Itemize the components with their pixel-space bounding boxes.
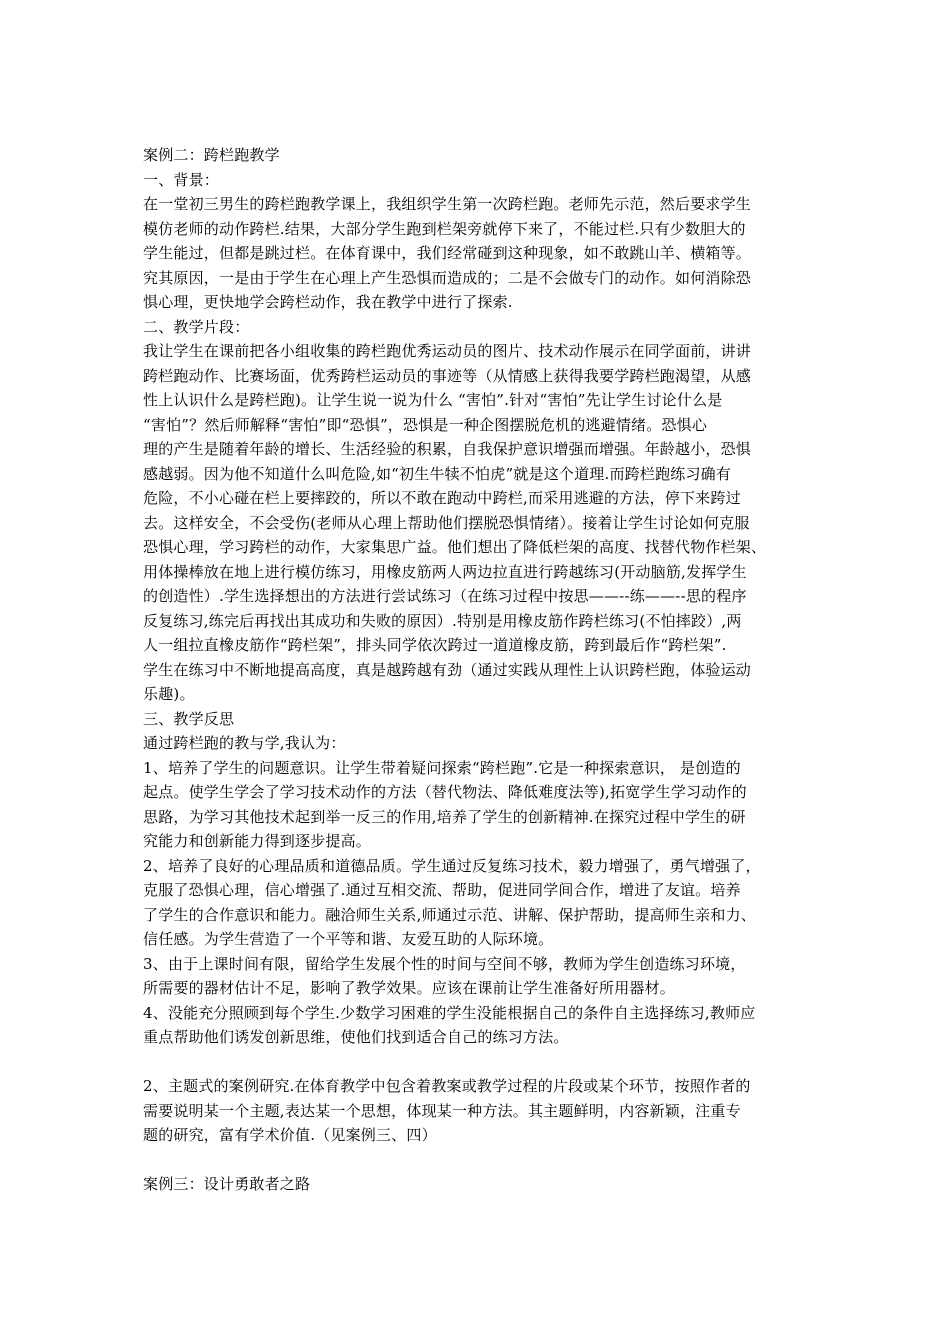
section-heading-teaching-segment: 二、教学片段： [143,317,250,336]
text-line: “害怕”？然后师解释“害怕”即“恐惧”，恐惧是一种企图摆脱危机的逃避情绪。恐惧心 [143,415,708,434]
text-line: 究能力和创新能力得到逐步提高。 [143,832,372,850]
blank-line [143,1148,815,1173]
text-line: 学生能过，但都是跳过栏。在体育课中，我们经常碰到这种现象，如不敢跳山羊、横箱等。 [143,244,752,262]
text-line: 3、由于上课时间有限，留给学生发展个性的时间与空间不够，教师为学生创造练习环境， [143,954,746,973]
text-line: 2、培养了良好的心理品质和道德品质。学生通过反复练习技术，毅力增强了，勇气增强了， [143,856,761,875]
document-page [143,143,815,1197]
text-line: 学生在练习中不断地提高高度，真是越跨越有劲（通过实践从理性上认识跨栏跑，体验运动 [143,660,752,679]
text-line: 题的研究，富有学术价值.（见案例三、四） [143,1126,437,1144]
text-line: 需要说明某一个主题,表达某一个思想，体现某一种方法。其主题鲜明，内容新颖，注重专 [143,1101,741,1120]
text-line: 跨栏跑动作、比赛场面，优秀跨栏运动员的事迹等（从情感上获得我要学跨栏跑渴望，从感 [143,366,752,385]
text-line: 思路，为学习其他技术起到举一反三的作用,培养了学生的创新精神.在探究过程中学生的研 [143,807,746,826]
text-line: 性上认识什么是跨栏跑)。让学生说一说为什么 “害怕”.针对“害怕”先让学生讨论什么是 [143,391,723,409]
text-line: 用体操棒放在地上进行模仿练习，用橡皮筋两人两边拉直进行跨越练习(开动脑筋,发挥学生 [143,562,747,581]
text-line: 克服了恐惧心理，信心增强了.通过互相交流、帮助，促进同学间合作，增进了友谊。培养 [143,881,741,899]
text-line: 乐趣)。 [143,685,195,703]
text-line: 重点帮助他们诱发创新思维，使他们找到适合自己的练习方法。 [143,1028,569,1046]
text-line: 所需要的器材估计不足，影响了教学效果。应该在课前让学生准备好所用器材。 [143,979,676,997]
text-line: 通过跨栏跑的教与学,我认为： [143,734,346,752]
text-line: 危险，不小心碰在栏上要摔跤的，所以不敢在跑动中跨栏,而采用逃避的方法，停下来跨过 [143,489,741,507]
text-line: 模仿老师的动作跨栏.结果，大部分学生跑到栏架旁就停下来了，不能过栏.只有少数胆大的 [143,219,746,238]
text-line: 人一组拉直橡皮筋作“跨栏架”，排头同学依次跨过一道道橡皮筋，跨到最后作“跨栏架”. [143,636,727,654]
text-line: 究其原因，一是由于学生在心理上产生恐惧而造成的；二是不会做专门的动作。如何消除恐 [143,268,752,287]
text-line: 了学生的合作意识和能力。融洽师生关系,师通过示范、讲解、保护帮助，提高师生亲和力、 [143,905,756,924]
text-line: 反复练习,练完后再找出其成功和失败的原因）.特别是用橡皮筋作跨栏练习(不怕摔跤）,两 [143,611,742,630]
text-line: 起点。使学生学会了学习技术动作的方法（替代物法、降低难度法等),拓宽学生学习动作的 [143,783,747,801]
text-line: 感越弱。因为他不知道什么叫危险,如“初生牛犊不怕虎”就是这个道理.而跨栏跑练习确有 [143,464,732,483]
text-line: 理的产生是随着年龄的增长、生活经验的积累，自我保护意识增强而增强。年龄越小，恐惧 [143,440,752,458]
section-heading-reflection: 三、教学反思 [143,709,235,728]
case-three-title: 案例三：设计勇敢者之路 [143,1175,311,1193]
text-line: 去。这样安全，不会受伤(老师从心理上帮助他们摆脱恐惧情绪）。接着让学生讨论如何克服 [143,513,750,532]
case-two-title: 案例二：跨栏跑教学 [143,146,280,164]
text-line: 2、主题式的案例研究.在体育教学中包含着教案或教学过程的片段或某个环节，按照作者的 [143,1077,751,1095]
text-line: 的创造性）.学生选择想出的方法进行尝试练习（在练习过程中按思——--练——--思的程序 [143,587,747,605]
text-line: 4、没能充分照顾到每个学生.少数学习困难的学生没能根据自己的条件自主选择练习,教师应 [143,1003,756,1022]
text-line: 在一堂初三男生的跨栏跑教学课上，我组织学生第一次跨栏跑。老师先示范，然后要求学生 [143,195,752,213]
text-line: 信任感。为学生营造了一个平等和谐、友爱互助的人际环境。 [143,930,554,948]
section-heading-background: 一、背景： [143,170,220,189]
text-line: 恐惧心理，学习跨栏的动作，大家集思广益。他们想出了降低栏架的高度、找替代物作栏架、 [143,538,767,556]
text-line: 我让学生在课前把各小组收集的跨栏跑优秀运动员的图片、技术动作展示在同学面前，讲讲 [143,342,752,360]
blank-line [143,1050,815,1075]
text-line: 惧心理，更快地学会跨栏动作，我在教学中进行了探索. [143,293,513,311]
text-line: 1、培养了学生的问题意识。让学生带着疑问探索“跨栏跑”.它是一种探索意识， 是创造的 [143,758,741,777]
